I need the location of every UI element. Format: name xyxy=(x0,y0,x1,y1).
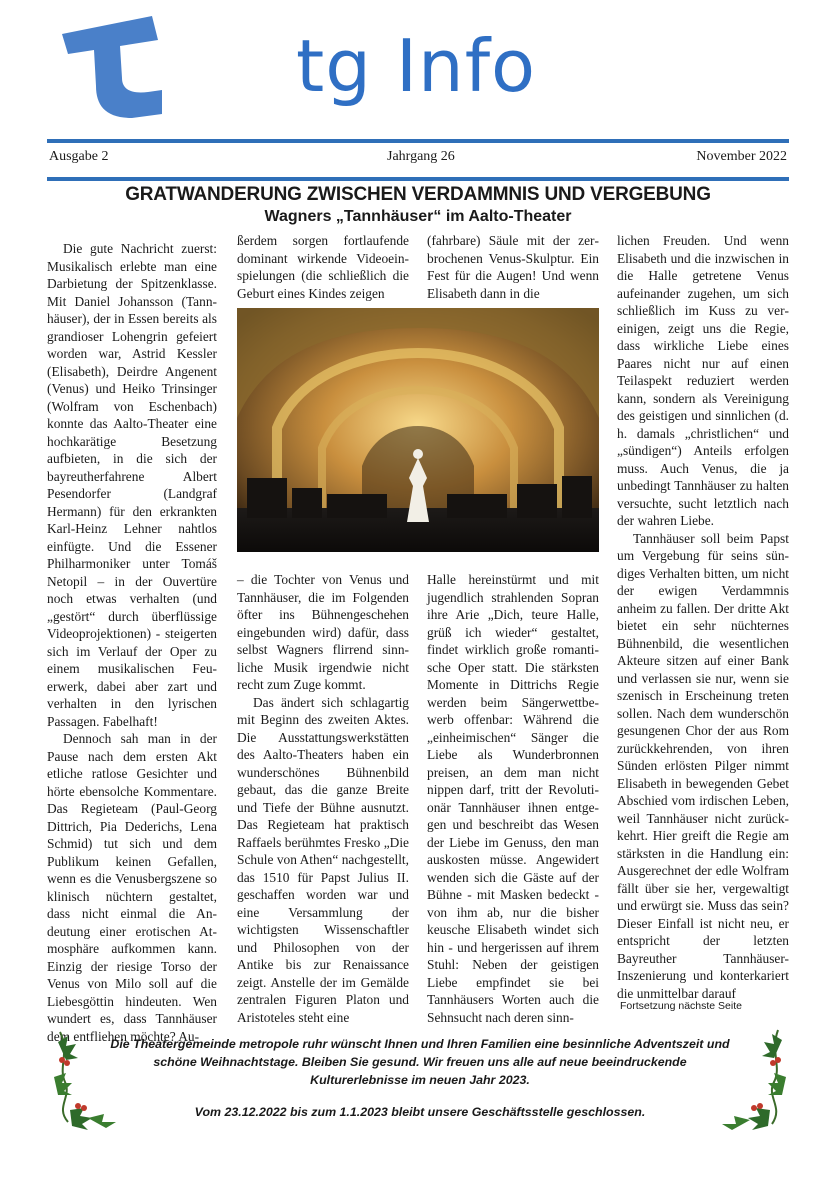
volume-year: Jahrgang 26 xyxy=(387,149,455,164)
issue-number: Ausgabe 2 xyxy=(49,149,109,164)
paragraph: – die Tochter von Venus und Tannhäuser, die im Folgenden öfter ins Bühnengeschehen eingebunden wird) dafür, dass selbst Wagners flirrend sinnliche Musik irgendwie nicht recht zum Zuge kommt. xyxy=(237,572,409,692)
paragraph: Dennoch sah man in der Pause nach dem ersten Akt etliche ratlose Gesichter und hörte ebensolche Kommentare. Das Regieteam (Paul-Georg Dittrich, Pia Dederichs, Lena Schmid) tut sich und dem Publikum keinen Gefallen, wenn es die Venusbergszene so klinisch nüchtern gestaltet, dass nicht einmal die Andeutung einer erotischen Atmosphäre aufkommen kann. Einzig der riesige Torso der Venus von Milo soll auf die Liebesgöttin hindeuten. Wen wundert es, dass Tannhäuser dem entfliehen möchte? Au- xyxy=(47,731,217,1044)
article-subheadline: Wagners „Tannhäuser“ im Aalto-Theater xyxy=(264,208,572,225)
theatergemeinde-logo xyxy=(62,16,166,118)
issue-date: November 2022 xyxy=(696,149,787,164)
paragraph: (fahrbare) Säule mit der zerbrochenen Venus-Skulptur. Ein Fest für die Augen! Und wenn Elisabeth dann in die xyxy=(427,233,599,301)
continued-note: Fortsetzung nächste Seite xyxy=(620,1000,742,1012)
paragraph: Die gute Nachricht zuerst: Musikalisch erlebte man eine Darbietung der Spitzenklasse. Mit Daniel Johansson (Tannhäuser), der in Essen bereits als grandioser Lohengrin gefeiert worden war, Astrid Kessler (Elisabeth), Deirdre Angenent (Venus) und Heiko Trinsinger (Wolfram von Eschenbach) konnte das Aalto-Theater eine hochkarätige Besetzung aufbieten, in die sich der bayreutherfahrene Albert Pesendorfer (Landgraf Hermann) für den erkrankten Karl-Heinz Lehner nahtlos einfügte. Und die Essener Philharmoniker unter Tomáš Netopil – in der Ouvertüre noch etwas verhalten (und „gestört“ durch überflüssige Videoprojektionen) - steigerten sich im Verlauf der Oper zu einem musikalischen Feuerwerk, dabei aber zart und verhalten in den lyrischen Passagen. Fabelhaft! xyxy=(47,241,217,729)
stage-photo xyxy=(237,308,599,552)
holiday-greeting: Die Theatergemeinde metropole ruhr wünscht Ihnen und Ihren Familien eine besinnliche Adventszeit und schöne Weihnachtstage. Bleiben Sie gesund. Wir freuen uns alle auf neue beeindruckende Kulturerlebnisse im neuen Jahr 2023. xyxy=(110,1037,730,1087)
paragraph: Tannhäuser soll beim Papst um Vergebung für seins sündiges Verhalten bitten, um nicht der ewigen Verdammnis anheim zu fallen. Der dritte Akt bietet ein sehr nüchternes Bühnenbild, die wesentlichen Akteure sitzen auf einer Bank und verlassen sie nur, wenn sie szenisch in Erscheinung treten sollen. Nach dem wunderschön gesungenen Chor der aus Rom zurückkehrenden, von ihren Sünden erlösten Pilger nimmt Elisabeth in bewegenden Gebet Abschied vom irdischen Leben, weil Tannhäuser nicht zurückkehrt. Hier greift die Regie am stärksten in die Handlung ein: Ausgerechnet der edle Wolfram fällt über sie her, vergewaltigt und erwürgt sie. Muss das sein? Dieser Einfall ist nicht neu, er entspricht der letzten Bayreuther Tannhäuser-Inszenierung und konterkariert die unmittelbar darauf xyxy=(617,530,789,1001)
article-column-4 xyxy=(617,232,789,1001)
office-closure-notice: Vom 23.12.2022 bis zum 1.1.2023 bleibt unsere Geschäftsstelle geschlossen. xyxy=(194,1105,646,1119)
article-column-3-bottom xyxy=(427,571,599,1025)
article-column-2-top xyxy=(237,232,409,304)
masthead-title: tg Info xyxy=(296,24,537,108)
paragraph: Das ändert sich schlagartig mit Beginn des zweiten Aktes. Die Ausstattungswerkstätten des Aalto-Theaters haben ein wunderschönes Bühnenbild gebaut, das die ganze Breite und Tiefe der Bühne ausnutzt. Das Regieteam hat praktisch Raffaels berühmtes Fresko „Die Schule von Athen“ nachgestellt, das 1510 für Papst Julius II. geschaffen worden war und eine Versammlung der wichtigsten Wissenschaftler und Philosophen von der Antike bis zur Renaissance zeigt. Anstelle der im Gemälde zentralen Figuren Platon und Aristoteles steht eine xyxy=(237,694,409,1025)
paragraph: Halle hereinstürmt und mit jugendlich strahlenden Sopran ihre Arie „Dich, teure Halle, grüß ich wieder“ gestaltet, findet wirklich große romantische Oper statt. Die stärksten Momente in Dittrichs Regie werden beim Sängerwettbewerb offenbar: Während die „einheimischen“ Sänger die Liebe als Wunderbronnen preisen, an dem man nicht nippen darf, tritt der Revolutionär Tannhäuser ihnen entgegen und beschreibt das Wesen der Liebe im Genuss, den man auskosten müsse. Angewidert wenden sich die Gäste auf der Bühne - mit Masken bedeckt - von ihm ab, nur die bisher keusche Elisabeth windet sich hin - und hergerissen auf ihrem Stuhl: Neben der geistigen Liebe empfindet sie bei Tannhäusers Worten auch die Sehnsucht nach deren sinn- xyxy=(427,572,599,1025)
masthead-rule-top xyxy=(47,139,789,143)
article-column-1 xyxy=(47,240,217,1050)
article-headline: GRATWANDERUNG ZWISCHEN VERDAMMNIS UND VERGEBUNG xyxy=(125,184,711,205)
article-column-2-bottom xyxy=(237,571,409,1052)
masthead-rule-bottom xyxy=(47,177,789,181)
issue-info-line xyxy=(47,149,789,169)
article-column-3-top xyxy=(427,232,599,304)
paragraph: ßerdem sorgen fortlaufende dominant wirkende Videoeinspielungen (die schließlich die Geburt eines Kindes zeigen xyxy=(237,233,409,301)
paragraph: lichen Freuden. Und wenn Elisabeth und die inzwischen in die Halle getretene Venus aufeinander zugehen, um sich schließlich im Kuss zu vereinigen, zeigt uns die Regie, dass wirkliche Liebe eines Paares nicht nur auf einen Teilaspekt reduziert werden kann, sondern als Vereinigung des geistigen und sinnlichen (d. h. damals „christlichen“ und „sündigen“) Anteils erfolgen muss. Auch Venus, die ja unbedingt Tannhäuser zu halten versuchte, sucht letztlich nach der wahren Liebe. xyxy=(617,233,789,528)
